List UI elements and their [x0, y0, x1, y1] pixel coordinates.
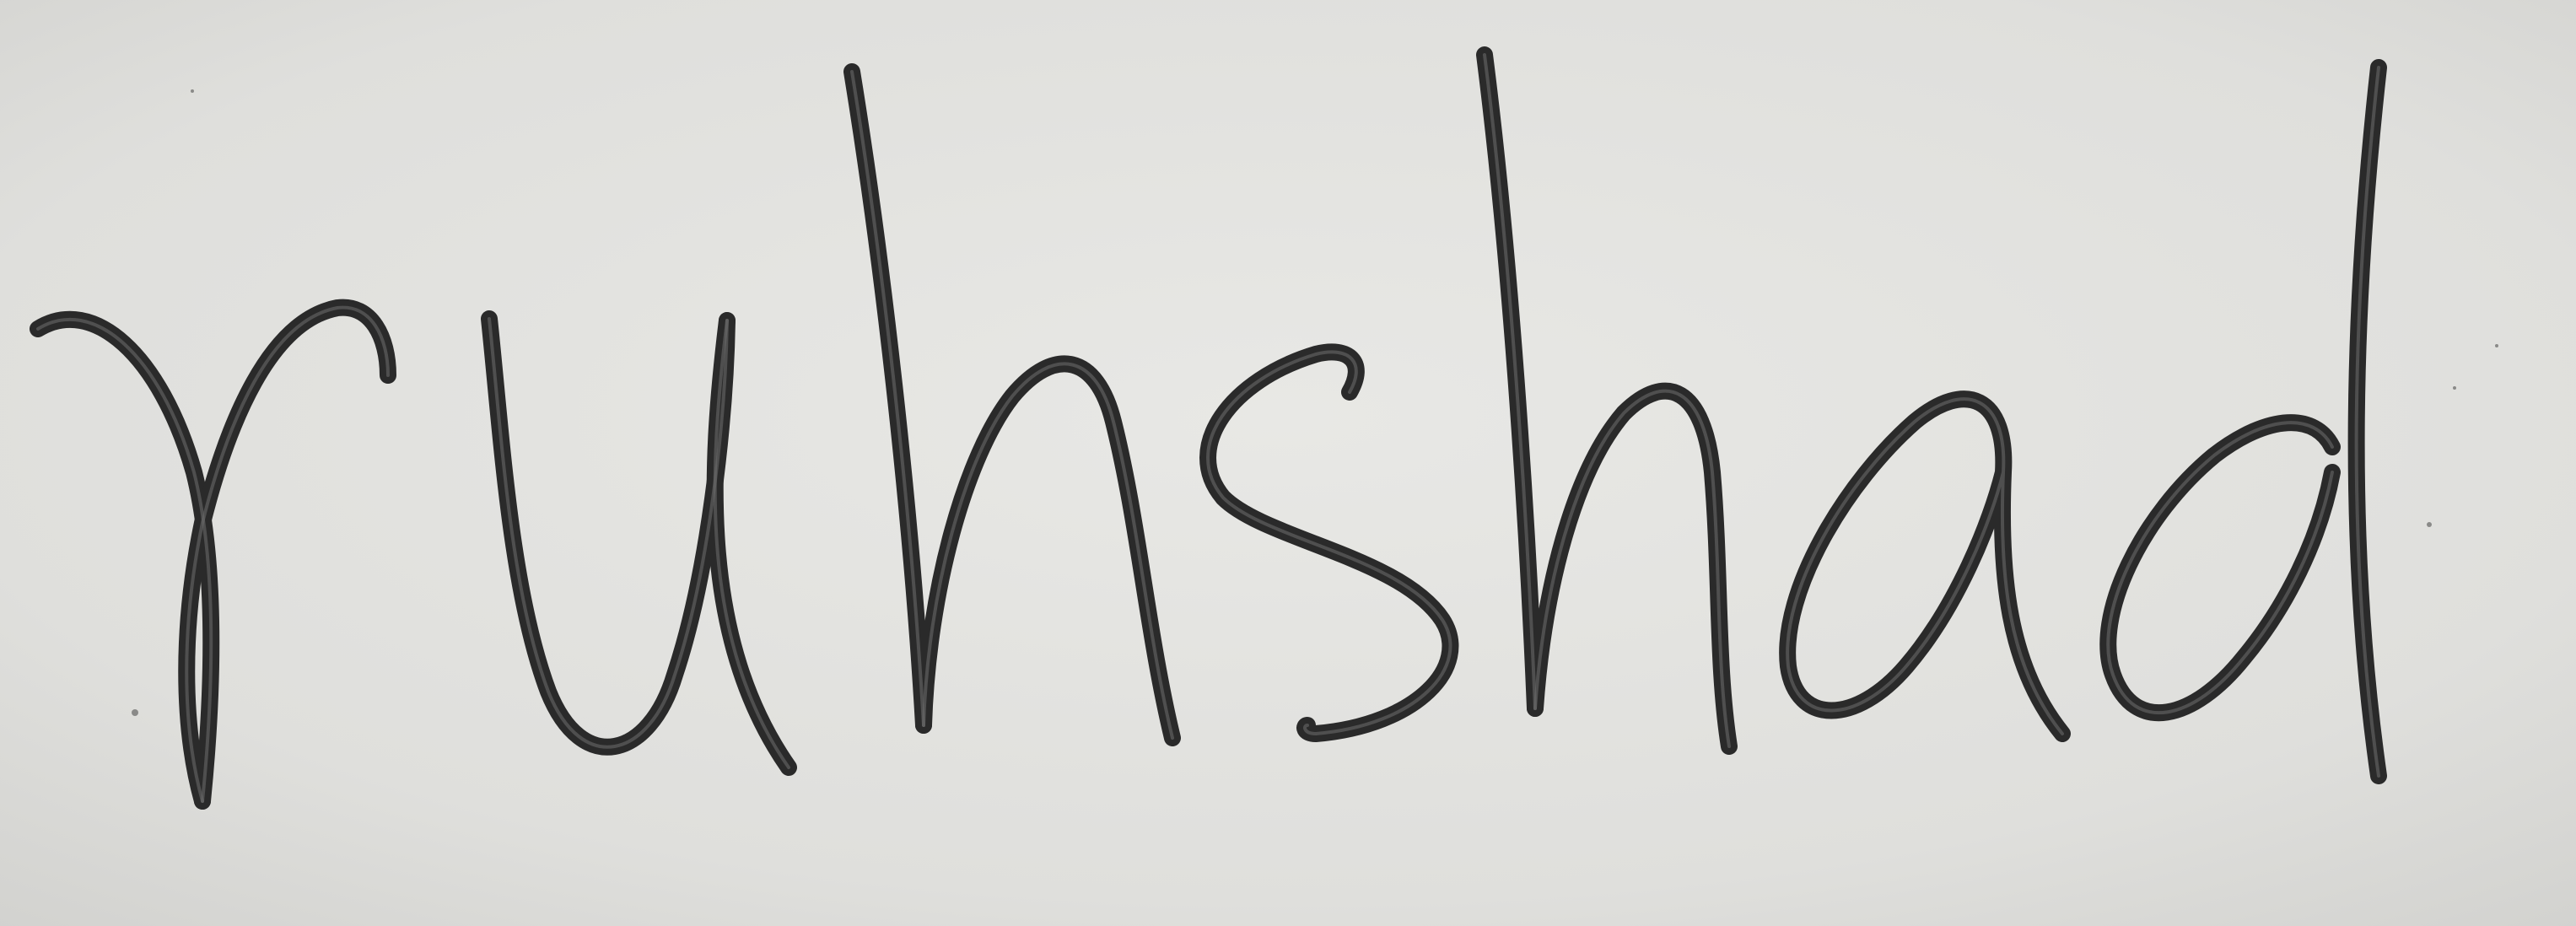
handwritten-word-text: ruhshad	[0, 0, 4, 1]
